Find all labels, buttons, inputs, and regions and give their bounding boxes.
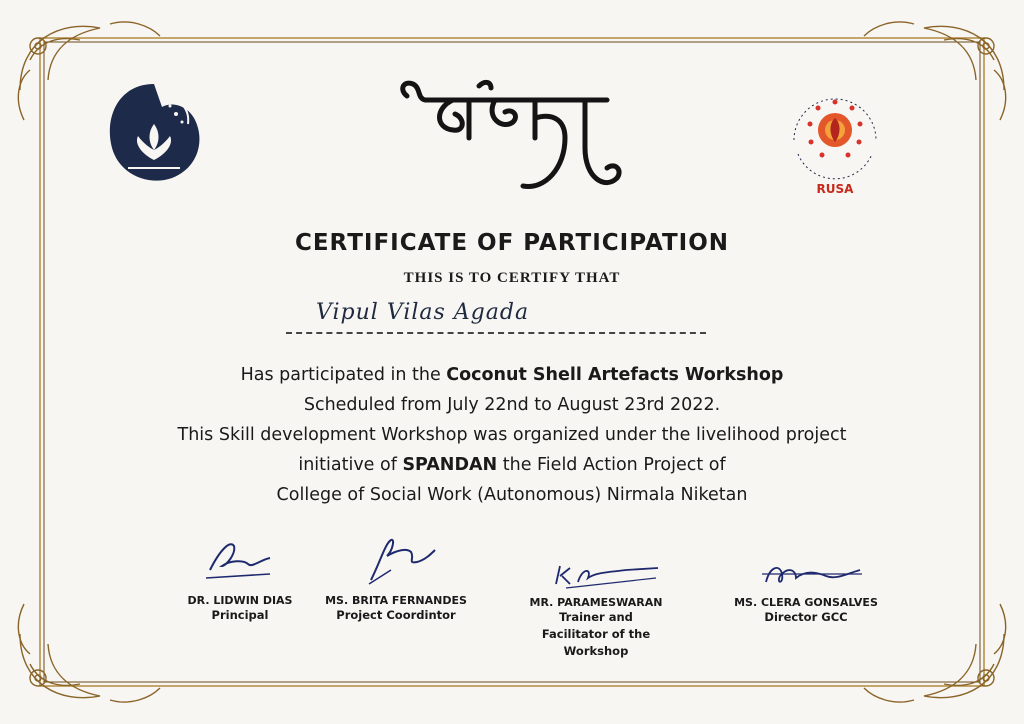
signatory-name: MS. BRITA FERNANDES [325,594,467,607]
rusa-label: RUSA [816,182,854,196]
rusa-sun-icon [808,100,863,158]
body-line-5: College of Social Work (Autonomous) Nirmala Niketan [276,485,748,505]
signatory-principal [150,530,330,624]
signatory-name: MS. CLERA GONSALVES [734,596,878,609]
signature-mark [526,558,666,592]
signatory-director [716,556,896,626]
signatory-role-line: Workshop [563,644,629,658]
signatory-role-line: Facilitator of the [541,627,651,641]
recipient-name: Vipul Vilas Agada [316,300,530,325]
signatory-role: Director GCC [764,610,848,624]
signature-mark [736,556,876,592]
signatory-project-coordinator [306,530,486,624]
signature-mark [351,530,441,590]
body-line-3: This Skill development Workshop was organized under the livelihood project [177,425,847,445]
college-seal-logo [98,78,210,188]
signatory-role: Principal [211,608,269,622]
signature-mark [200,530,280,590]
certificate-subtitle: THIS IS TO CERTIFY THAT [403,270,621,286]
signatory-role-line: Trainer and [559,610,633,624]
certificate-title: CERTIFICATE OF PARTICIPATION [294,230,730,256]
spandan-script-logo [395,78,625,208]
body-line-4: initiative of SPANDAN the Field Action Project of [298,455,726,475]
certificate-body [0,360,1024,510]
body-line-1: Has participated in the Coconut Shell Artefacts Workshop [240,365,784,385]
signatory-name: DR. LIDWIN DIAS [187,594,293,607]
rusa-logo [780,80,890,205]
signatory-role: Project Coordintor [336,608,456,622]
signatory-name: MR. PARAMESWARAN [529,596,663,609]
body-line-2: Scheduled from July 22nd to August 23rd 2022. [303,395,721,415]
signatory-trainer [506,558,686,660]
